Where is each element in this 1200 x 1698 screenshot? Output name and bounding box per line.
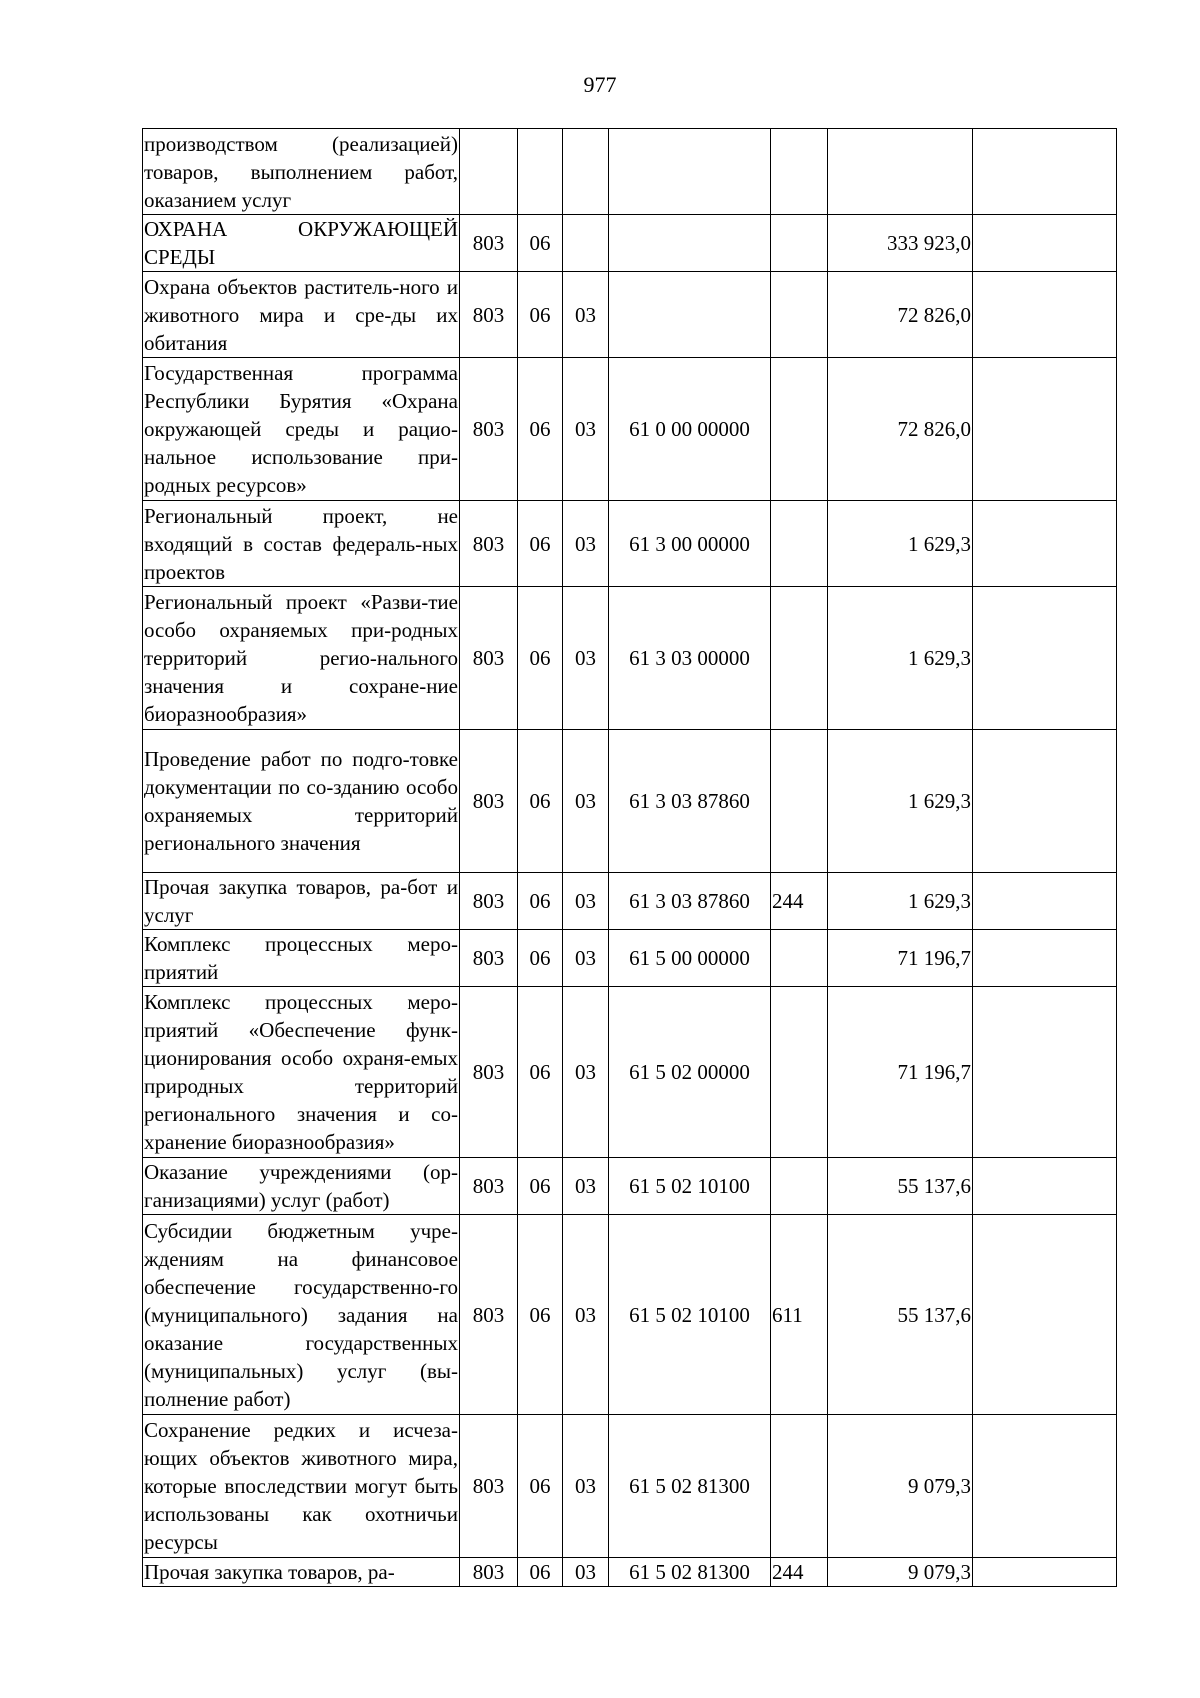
subsection-code-cell: 03 (563, 272, 609, 358)
expense-type-code-cell (771, 129, 828, 215)
ministry-code-cell: 803 (460, 873, 518, 930)
row-name-cell: производством (реализацией) товаров, выполнением работ, оказанием услуг (143, 129, 460, 215)
row-name-cell: Оказание учреждениями (ор-ганизациями) услуг (работ) (143, 1158, 460, 1215)
section-code-cell: 06 (518, 1415, 563, 1558)
subsection-code-cell: 03 (563, 730, 609, 873)
budget-table (142, 128, 1117, 1587)
extra-cell (973, 730, 1117, 873)
ministry-code-cell: 803 (460, 730, 518, 873)
section-code-cell: 06 (518, 501, 563, 587)
section-code-cell: 06 (518, 272, 563, 358)
row-name-cell: Региональный проект, не входящий в состав федераль-ных проектов (143, 501, 460, 587)
target-article-code-cell: 61 5 00 00000 (609, 930, 771, 987)
amount-cell: 71 196,7 (828, 930, 973, 987)
table-row (143, 215, 1117, 272)
extra-cell (973, 987, 1117, 1158)
row-name-cell: Комплекс процессных меро-приятий «Обеспечение функ-ционирования особо охраня-емых природных территорий регионального значения и со-хранение биоразнообразия» (143, 987, 460, 1158)
extra-cell (973, 129, 1117, 215)
expense-type-code-cell (771, 987, 828, 1158)
table-row (143, 1215, 1117, 1415)
subsection-code-cell: 03 (563, 587, 609, 730)
ministry-code-cell: 803 (460, 1415, 518, 1558)
target-article-code-cell: 61 3 03 00000 (609, 587, 771, 730)
extra-cell (973, 1215, 1117, 1415)
subsection-code-cell: 03 (563, 1215, 609, 1415)
expense-type-code-cell (771, 272, 828, 358)
subsection-code-cell: 03 (563, 987, 609, 1158)
ministry-code-cell: 803 (460, 1215, 518, 1415)
amount-cell: 9 079,3 (828, 1415, 973, 1558)
expense-type-code-cell (771, 1158, 828, 1215)
extra-cell (973, 930, 1117, 987)
section-code-cell: 06 (518, 730, 563, 873)
target-article-code-cell: 61 3 03 87860 (609, 873, 771, 930)
target-article-code-cell (609, 272, 771, 358)
target-article-code-cell: 61 5 02 00000 (609, 987, 771, 1158)
subsection-code-cell: 03 (563, 1158, 609, 1215)
row-name-cell: Прочая закупка товаров, ра- (143, 1558, 460, 1587)
amount-cell: 55 137,6 (828, 1158, 973, 1215)
expense-type-code-cell: 244 (771, 1558, 828, 1587)
ministry-code-cell: 803 (460, 587, 518, 730)
target-article-code-cell (609, 215, 771, 272)
table-row (143, 987, 1117, 1158)
extra-cell (973, 215, 1117, 272)
ministry-code-cell (460, 129, 518, 215)
ministry-code-cell: 803 (460, 215, 518, 272)
expense-type-code-cell: 611 (771, 1215, 828, 1415)
ministry-code-cell: 803 (460, 1558, 518, 1587)
extra-cell (973, 873, 1117, 930)
target-article-code-cell: 61 5 02 10100 (609, 1215, 771, 1415)
row-name-cell: Прочая закупка товаров, ра-бот и услуг (143, 873, 460, 930)
section-code-cell: 06 (518, 930, 563, 987)
target-article-code-cell (609, 129, 771, 215)
extra-cell (973, 1415, 1117, 1558)
section-code-cell: 06 (518, 215, 563, 272)
amount-cell: 1 629,3 (828, 587, 973, 730)
target-article-code-cell: 61 5 02 81300 (609, 1558, 771, 1587)
extra-cell (973, 1158, 1117, 1215)
expense-type-code-cell (771, 587, 828, 730)
table-row (143, 730, 1117, 873)
table-row (143, 1558, 1117, 1587)
extra-cell (973, 272, 1117, 358)
table-row (143, 873, 1117, 930)
row-name-cell: ОХРАНА ОКРУЖАЮЩЕЙ СРЕДЫ (143, 215, 460, 272)
amount-cell (828, 129, 973, 215)
table-row (143, 358, 1117, 501)
subsection-code-cell: 03 (563, 873, 609, 930)
amount-cell: 333 923,0 (828, 215, 973, 272)
section-code-cell: 06 (518, 1215, 563, 1415)
row-name-cell: Региональный проект «Разви-тие особо охраняемых при-родных территорий регио-нального значения и сохране-ние биоразнообразия» (143, 587, 460, 730)
amount-cell: 55 137,6 (828, 1215, 973, 1415)
ministry-code-cell: 803 (460, 272, 518, 358)
amount-cell: 71 196,7 (828, 987, 973, 1158)
table-row (143, 930, 1117, 987)
subsection-code-cell: 03 (563, 501, 609, 587)
table-row (143, 129, 1117, 215)
target-article-code-cell: 61 5 02 10100 (609, 1158, 771, 1215)
section-code-cell: 06 (518, 587, 563, 730)
extra-cell (973, 501, 1117, 587)
target-article-code-cell: 61 3 00 00000 (609, 501, 771, 587)
table-row (143, 272, 1117, 358)
target-article-code-cell: 61 0 00 00000 (609, 358, 771, 501)
row-name-cell: Государственная программа Республики Бурятия «Охрана окружающей среды и рацио-нальное использование при-родных ресурсов» (143, 358, 460, 501)
subsection-code-cell: 03 (563, 1558, 609, 1587)
expense-type-code-cell (771, 215, 828, 272)
expense-type-code-cell: 244 (771, 873, 828, 930)
extra-cell (973, 1558, 1117, 1587)
ministry-code-cell: 803 (460, 987, 518, 1158)
ministry-code-cell: 803 (460, 501, 518, 587)
section-code-cell (518, 129, 563, 215)
page-number: 977 (583, 72, 617, 97)
extra-cell (973, 358, 1117, 501)
amount-cell: 9 079,3 (828, 1558, 973, 1587)
expense-type-code-cell (771, 930, 828, 987)
subsection-code-cell (563, 129, 609, 215)
row-name-cell: Комплекс процессных меро-приятий (143, 930, 460, 987)
subsection-code-cell: 03 (563, 1415, 609, 1558)
row-name-cell: Субсидии бюджетным учре-ждениям на финансовое обеспечение государственно-го (муниципального) задания на оказание государственных (муниципальных) услуг (вы-полнение работ) (143, 1215, 460, 1415)
subsection-code-cell: 03 (563, 358, 609, 501)
expense-type-code-cell (771, 501, 828, 587)
amount-cell: 72 826,0 (828, 358, 973, 501)
amount-cell: 1 629,3 (828, 730, 973, 873)
target-article-code-cell: 61 3 03 87860 (609, 730, 771, 873)
amount-cell: 72 826,0 (828, 272, 973, 358)
section-code-cell: 06 (518, 1158, 563, 1215)
section-code-cell: 06 (518, 358, 563, 501)
section-code-cell: 06 (518, 873, 563, 930)
section-code-cell: 06 (518, 987, 563, 1158)
ministry-code-cell: 803 (460, 930, 518, 987)
expense-type-code-cell (771, 730, 828, 873)
ministry-code-cell: 803 (460, 358, 518, 501)
table-row (143, 501, 1117, 587)
table-row (143, 587, 1117, 730)
ministry-code-cell: 803 (460, 1158, 518, 1215)
row-name-cell: Проведение работ по подго-товке документации по со-зданию особо охраняемых территорий регионального значения (143, 730, 460, 873)
expense-type-code-cell (771, 358, 828, 501)
subsection-code-cell (563, 215, 609, 272)
table-row (143, 1415, 1117, 1558)
row-name-cell: Охрана объектов раститель-ного и животного мира и сре-ды их обитания (143, 272, 460, 358)
amount-cell: 1 629,3 (828, 873, 973, 930)
table-row (143, 1158, 1117, 1215)
section-code-cell: 06 (518, 1558, 563, 1587)
target-article-code-cell: 61 5 02 81300 (609, 1415, 771, 1558)
budget-table-body (143, 129, 1117, 1587)
subsection-code-cell: 03 (563, 930, 609, 987)
amount-cell: 1 629,3 (828, 501, 973, 587)
expense-type-code-cell (771, 1415, 828, 1558)
extra-cell (973, 587, 1117, 730)
row-name-cell: Сохранение редких и исчеза-ющих объектов животного мира, которые впоследствии могут быть использованы как охотничьи ресурсы (143, 1415, 460, 1558)
